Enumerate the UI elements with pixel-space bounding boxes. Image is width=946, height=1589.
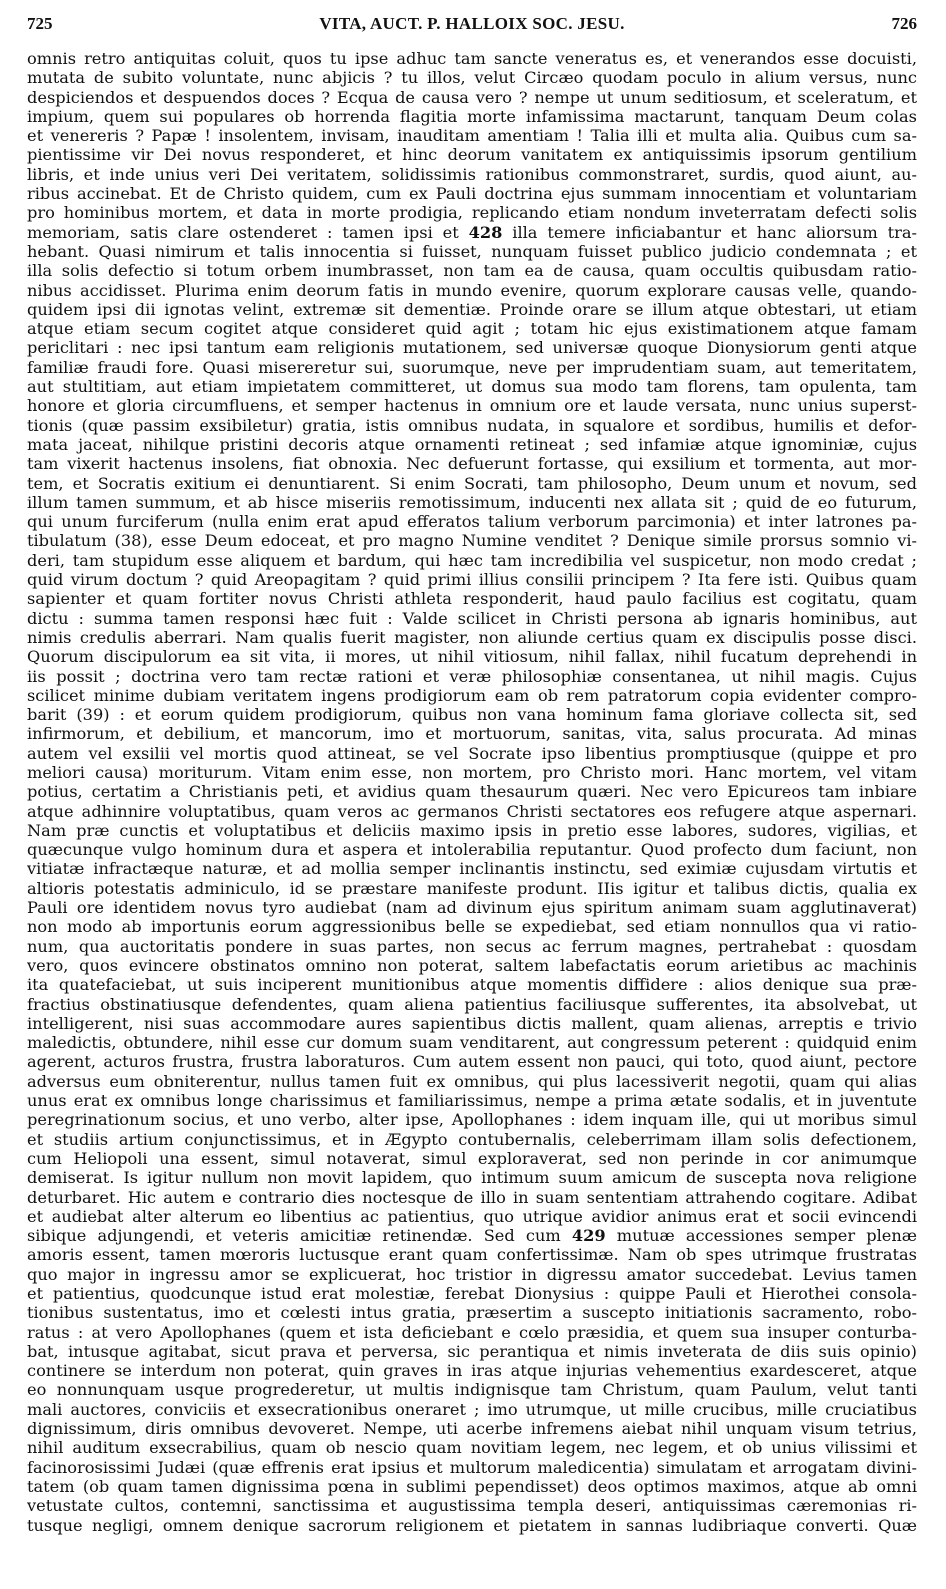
text-line: ita quatefaciebat, ut suis inciperent munitionibus atque momentis diffidere : alios denique sua præ- xyxy=(27,975,917,995)
text-line: iis possit ; doctrina vero tam rectæ rationi et veræ philosophiæ consentanea, ut nihil magis. Cujus xyxy=(27,666,917,686)
text-line: nimis credulis aberrari. Nam qualis fuerit magister, non aliunde certius quam ex discipulis posse disci. xyxy=(27,627,917,647)
text-line: impium, quem sui populares ob horrenda flagitia morte infamissima mactarunt, tanquam Deum colas xyxy=(27,106,917,126)
text-line: Quorum discipulorum ea sit vita, ii mores, ut nihil vitiosum, nihil fallax, nihil fucatum deprehendi in xyxy=(27,647,917,667)
running-title: VITA, AUCT. P. HALLOIX SOC. JESU. xyxy=(319,14,625,33)
text-line: et audiebat alter alterum eo libentius ac patientius, quo utrique avidior animus erat et socii evincendi xyxy=(27,1206,917,1226)
text-line: non modo ab importunis eorum aggressionibus belle se expediebat, sed etiam nonnullos qua vi ratio- xyxy=(27,917,917,937)
text-line: tem, et Socratis exitium ei denuntiarent. Si enim Socrati, tam philosopho, Deum unum et novum, sed xyxy=(27,473,917,493)
text-line: et patientius, quodcunque istud erat molestiæ, ferebat Dionysius : quippe Pauli et Hierothei consola- xyxy=(27,1284,917,1303)
text-line: num, qua auctoritatis pondere in suas partes, non secus ac ferrum magnes, pertrahebat : quosdam xyxy=(27,936,917,956)
text-line: aut stultitiam, aut etiam impietatem committeret, ut domus sua modo tam florens, tam opulenta, tam xyxy=(27,377,917,397)
text-line: quidem ipsi dii ignotas velint, extremæ sit dementiæ. Proinde orare se illum atque obtestari, ut etiam xyxy=(27,299,917,319)
text-line: illa solis defectio si totum orbem inumbrasset, non tam ea de causa, quam occultis quibusdam ratio- xyxy=(27,261,917,281)
text-line: quo major in ingressu amor se explicuerat, hoc tristior in digressu amator succedebat. Levius tamen xyxy=(27,1264,917,1284)
column-mark: 428 xyxy=(468,222,503,242)
text-line: nihil auditum exsecrabilius, quam ob nescio quam novitiam legem, nec legem, et ob unius vilissimi et xyxy=(27,1438,917,1458)
text-line: tibulatum (38), esse Deum edoceat, et pro magno Numine venditet ? Denique simile prorsus somnio vi- xyxy=(27,531,917,551)
text-line: eo nonnunquam usque progrederetur, ut multis indignisque tam Christum, quam Paulum, velut tanti xyxy=(27,1380,917,1400)
text-line: omnis retro antiquitas coluit, quos tu ipse adhuc tam sancte veneratus es, et venerandos esse docuisti, xyxy=(27,49,917,68)
text-line: mali auctores, conviciis et exsecrationibus oneraret ; imo utrumque, ut mille crucibus, mille cruciatibus xyxy=(27,1399,917,1419)
text-line: barit (39) : et eorum quidem prodigiorum, quibus non vana hominum fama gloriave collecta sit, sed xyxy=(27,705,917,725)
text-line: atque etiam secum cogitet atque consideret quid agit ; totam hic ejus existimationem atque famam xyxy=(27,319,917,339)
text-line: honore et gloria circumfluens, et semper hactenus in omnium ore et laude versata, nunc unius superst- xyxy=(27,396,917,416)
text-line: vero, quos evincere obstinatos omnino non poterat, saltem labefactatis eorum arietibus ac machinis xyxy=(27,955,917,975)
column-mark: 429 xyxy=(571,1226,606,1246)
text-line: agerent, acturos frustra, frustra laboraturos. Cum autem essent non pauci, qui toto, quod aiunt, pectore xyxy=(27,1052,917,1072)
text-line: continere se interdum non poterat, quin graves in iras atque injurias vehementius exardesceret, atque xyxy=(27,1361,917,1381)
text-line: Nam præ cunctis et voluptatibus et deliciis maximo ipsis in pretio esse labores, sudores, vigilias, et xyxy=(27,820,917,840)
text-line: ribus accinebat. Et de Christo quidem, cum ex Pauli doctrina ejus summam innocentiam et voluntariam xyxy=(27,184,917,204)
text-line: tionis (quæ passim exsibiletur) gratia, istis omnibus nudata, in squalore et sordibus, humilis et defor- xyxy=(27,415,917,435)
text-line: bat, intusque agitabat, sicut prava et perversa, sic perantiqua et nimis inveterata de diis suis opinio) xyxy=(27,1341,917,1361)
text-line: facinorosissimi Judæi (quæ effrenis erat ipsius et multorum maledicentia) simulatam et arrogatam divini- xyxy=(27,1457,917,1477)
text-line: intelligerent, nisi suas accommodare aures sapientibus dictis mallent, quam alienas, arreptis e trivio xyxy=(27,1013,917,1033)
text-line: atque adhinnire voluptatibus, quam veros ac germanos Christi sectatores eos refugere atque aspernari. xyxy=(27,801,917,821)
text-line: libris, et inde unius veri Dei veritatem, solidissimis rationibus commonstraret, surdis, quod aiunt, au- xyxy=(27,164,917,184)
page-number-left: 725 xyxy=(27,14,53,33)
text-line: altioris potestatis adminiculo, id se præstare manifeste produnt. IIis igitur et talibus dictis, qualia ex xyxy=(27,878,917,898)
text-line: vetustate cultos, contemni, sanctissima et augustissima templa deseri, antiquissimas cæremonias ri- xyxy=(27,1496,917,1516)
text-line: vitiatæ infractæque naturæ, et ad mollia semper inclinantis instinctu, sed eximiæ cujusdam virtutis et xyxy=(27,859,917,879)
text-line: potius, certatim a Christianis peti, et avidius quam thesaurum quæri. Nec vero Epicureos tam inbiare xyxy=(27,782,917,802)
text-line: dictu : summa tamen responsi hæc fuit : Valde scilicet in Christi persona ab ignaris hominibus, aut xyxy=(27,608,917,628)
text-line: Pauli ore identidem novus tyro audiebat (nam ad divinum ejus spiritum animam suam agglutinaverat) xyxy=(27,898,917,918)
text-line: qui unum furciferum (nulla enim erat apud efferatos talium verborum parcimonia) et inter latrones pa- xyxy=(27,512,917,532)
text-line: periclitari : nec ipsi tantum eam religionis mutationem, sed universæ quoque Dionysiorum genti atque xyxy=(27,338,917,358)
text-line: demiserat. Is igitur nullum non movit lapidem, quo intimum suum amicum de suscepta nova religione xyxy=(27,1168,917,1188)
text-line: unus erat ex omnibus longe charissimus et familiarissimus, nempe a prima ætate sodalis, et in juventute xyxy=(27,1091,917,1111)
text-line: quæcunque vulgo hominum dura et aspera et intolerabilia reputantur. Quod profecto dum faciunt, non xyxy=(27,840,917,860)
text-line: quid virum doctum ? quid Areopagitam ? quid primi illius consilii principem ? Ita fere isti. Quibus quam xyxy=(27,570,917,590)
text-line: nibus accidisset. Plurima enim deorum fatis in mundo evenire, quorum explorare causas velle, quando- xyxy=(27,280,917,300)
text-line: pro hominibus mortem, et data in morte prodigia, replicando etiam nondum inveterratam defecti solis xyxy=(27,203,917,223)
text-line: mutata de subito voluntate, nunc abjicis ? tu illos, velut Circæo quodam poculo in alium versus, nunc xyxy=(27,68,917,88)
text-line: scilicet minime dubiam veritatem ingens prodigiorum eam ob rem patratorum copia evidenter compro- xyxy=(27,685,917,705)
text-line: adversus eum obniterentur, nullus tamen fuit ex omnibus, qui plus lacessiverit negotii, quam qui alias xyxy=(27,1071,917,1091)
text-line: tam vixerit hactenus insolens, fiat obnoxia. Nec defuerunt fortasse, qui exsilium et tormenta, aut mor- xyxy=(27,454,917,474)
text-line: et studiis artium conjunctissimus, et in Ægypto contubernalis, celeberrimam illam solis defectionem, xyxy=(27,1129,917,1149)
text-line: maledictis, obtundere, nihil esse cur domum suam venditarent, aut congressum peterent : quidquid enim xyxy=(27,1033,917,1053)
text-column xyxy=(27,49,917,1535)
running-header xyxy=(27,14,917,40)
text-line: sibique adjungendi, et veteris amicitiæ retinendæ. Sed cum 429 mutuæ accessiones semper plenæ xyxy=(27,1226,917,1246)
text-line: mata jaceat, nihilque pristini decoris atque ornamenti retineat ; sed infamiæ atque ignominiæ, cujus xyxy=(27,434,917,454)
text-line: et venereris ? Papæ ! insolentem, invisam, inauditam amentiam ! Talia illi et multa alia. Quibus cum sa- xyxy=(27,126,917,146)
text-line: familiæ fraudi fore. Quasi misereretur sui, suorumque, neve per imprudentiam suam, aut temeritatem, xyxy=(27,357,917,377)
text-line: tionibus sustentatus, imo et cœlesti intus gratia, præsertim a suscepto initiationis sacramento, robo- xyxy=(27,1303,917,1323)
page-number-right: 726 xyxy=(891,14,917,33)
text-line: pientissime vir Dei novus responderet, et hinc deorum vanitatem ex antiquissimis ipsorum gentilium xyxy=(27,145,917,165)
text-line: amoris essent, tamen mœroris luctusque erant quam confertissimæ. Nam ob spes utrimque frustratas xyxy=(27,1245,917,1265)
text-line: infirmorum, et debilium, et mancorum, imo et mortuorum, sanitas, vita, salus procurata. Ad minas xyxy=(27,724,917,744)
text-line: hebant. Quasi nimirum et talis innocentia si fuisset, nunquam fuisset publico judicio condemnata ; et xyxy=(27,241,917,261)
text-line: deri, tam stupidum esse aliquem et bardum, qui hæc tam incredibilia vel suspicetur, non modo credat ; xyxy=(27,550,917,570)
text-line: illum tamen summum, et ab hisce miseriis remotissimum, inducenti nex allata sit ; quid de eo futurum, xyxy=(27,492,917,512)
text-line: memoriam, satis clare ostenderet : tamen ipsi et 428 illa temere inficiabantur et hanc aliorsum tra- xyxy=(27,222,917,242)
text-line: meliori causa) moriturum. Vitam enim esse, non mortem, pro Christo mori. Hanc mortem, vel vitam xyxy=(27,762,917,782)
text-line: dignissimum, diris omnibus devoveret. Nempe, uti acerbe infremens aiebat nihil unquam visum tetrius, xyxy=(27,1419,917,1439)
text-line: peregrinationum socius, et uno verbo, alter ipse, Apollophanes : idem inquam ille, qui ut moribus simul xyxy=(27,1110,917,1130)
text-line: autem vel exsilii vel mortis quod attineat, se vel Socrate ipso libentius promptiusque (quippe et pro xyxy=(27,743,917,763)
text-line: ratus : at vero Apollophanes (quem et ista deficiebant e cœlo præsidia, et quem sua insuper conturba- xyxy=(27,1322,917,1342)
text-line: fractius obstinatiusque defendentes, quam aliena patientius faciliusque sufferentes, ita absolvebat, ut xyxy=(27,994,917,1014)
text-line: sapienter et quam fortiter novus Christi athleta responderit, haud paulo facilius est cogitatu, quam xyxy=(27,589,917,609)
text-line: deturbaret. Hic autem e contrario dies noctesque de illo in suam sententiam attrahendo cogitare. Adibat xyxy=(27,1187,917,1207)
text-line: tusque negligi, omnem denique sacrorum religionem et pietatem in sannas ludibriaque converti. Quæ xyxy=(27,1515,917,1535)
text-line: tatem (ob quam tamen dignissima pœna in sublimi pependisset) deos optimos maximos, atque ab omni xyxy=(27,1476,917,1496)
text-line: despiciendos et despuendos doces ? Ecqua de causa vero ? nempe ut unum seditiosum, et sceleratum, et xyxy=(27,87,917,107)
text-line: cum Heliopoli una essent, simul notaverat, simul exploraverat, sed non perinde in cor animumque xyxy=(27,1148,917,1168)
